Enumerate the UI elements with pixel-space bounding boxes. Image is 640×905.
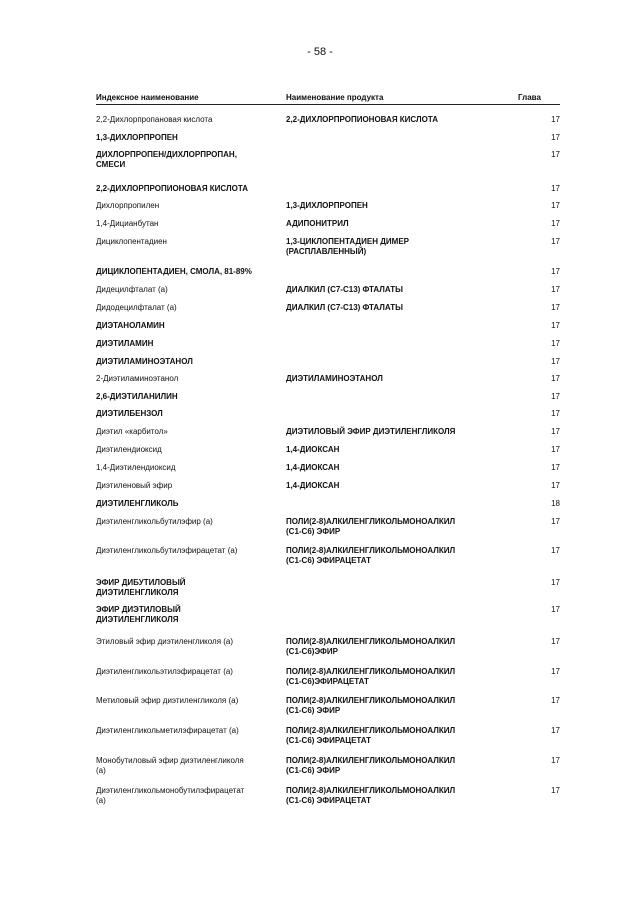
product-name-cell: ПОЛИ(2-8)АЛКИЛЕНГЛИКОЛЬМОНОАЛКИЛ (С1-С6) ЭФИРАЦЕТАТ [286,546,456,565]
table-row [96,374,560,392]
table-row [96,321,560,339]
chapter-cell: 17 [551,201,560,210]
table-row [96,481,560,499]
index-name-cell: 1,4-Дицианбутан [96,219,159,228]
table-row [96,726,560,756]
index-name-cell: ДИЭТИЛЕНГЛИКОЛЬ [96,499,179,508]
table-row [96,357,560,374]
page-number: - 58 - [307,46,333,58]
chapter-cell: 17 [551,339,560,348]
table-row [96,409,560,427]
product-name-cell: ДИАЛКИЛ (С7-С13) ФТАЛАТЫ [286,285,404,294]
index-name-cell: ДИЭТИЛАМИНОЭТАНОЛ [96,357,193,366]
index-name-cell: ДИЭТИЛАМИН [96,339,154,348]
index-name-cell: Метиловый эфир диэтиленгликоля (а) [96,696,239,705]
product-name-cell: ПОЛИ(2-8)АЛКИЛЕНГЛИКОЛЬМОНОАЛКИЛ (С1-С6) ЭФИРАЦЕТАТ [286,726,456,745]
chapter-cell: 17 [551,605,560,614]
table-row [96,637,560,667]
table-row [96,201,560,219]
index-name-cell: Диэтилендиоксид [96,445,162,454]
table-row [96,133,560,150]
index-name-cell: Диэтиленовый эфир [96,481,173,490]
table-row [96,696,560,726]
table-row [96,267,560,285]
table-row [96,578,560,605]
index-name-cell: 1,3-ДИХЛОРПРОПЕН [96,133,178,142]
table-row [96,392,560,409]
index-name-cell: Диэтиленгликольбутилэфирацетат (а) [96,546,238,555]
index-name-cell: Диэтиленгликольэтилэфирацетат (а) [96,667,233,676]
chapter-cell: 17 [551,150,560,159]
product-name-cell [286,578,518,605]
table-row [96,499,560,517]
table-row [96,756,560,786]
table-row [96,463,560,481]
product-name-cell: 1,4-ДИОКСАН [286,445,340,454]
header-index-name: Индексное наименование [96,93,199,102]
product-name-cell [286,605,518,637]
product-name-cell [286,409,518,427]
table-row [96,517,560,546]
chapter-cell: 17 [551,115,560,124]
product-name-cell: 1,3-ЦИКЛОПЕНТАДИЕН ДИМЕР (РАСПЛАВЛЕННЫЙ) [286,237,409,256]
product-name-cell [286,321,518,339]
table-row [96,546,560,578]
index-name-cell: Этиловый эфир диэтиленгликоля (а) [96,637,234,646]
table-row [96,150,560,184]
index-name-cell: ДИЭТИЛБЕНЗОЛ [96,409,163,418]
header-product-name: Наименование продукта [286,93,384,102]
chapter-cell: 17 [551,786,560,795]
index-name-cell: Диэтил «карбитол» [96,427,168,436]
product-name-cell: ДИЭТИЛАМИНОЭТАНОЛ [286,374,383,383]
table-row [96,237,560,267]
product-name-cell [286,392,518,409]
chapter-cell: 17 [551,546,560,555]
index-name-cell: Диэтиленгликольбутилэфир (а) [96,517,213,526]
table-row [96,115,560,133]
index-name-cell: Дициклопентадиен [96,237,167,246]
product-name-cell: ПОЛИ(2-8)АЛКИЛЕНГЛИКОЛЬМОНОАЛКИЛ (С1-С6) ЭФИР [286,696,456,715]
index-name-cell: ДИЭТАНОЛАМИН [96,321,165,330]
chapter-cell: 17 [551,392,560,401]
product-name-cell: ПОЛИ(2-8)АЛКИЛЕНГЛИКОЛЬМОНОАЛКИЛ (С1-С6) ЭФИРАЦЕТАТ [286,786,456,805]
chapter-cell: 18 [551,499,560,508]
index-name-cell: 2-Диэтиламиноэтанол [96,374,179,383]
table-row [96,445,560,463]
chapter-cell: 17 [551,184,560,193]
table-row [96,219,560,237]
index-name-cell: Диэтиленгликольметилэфирацетат (а) [96,726,239,735]
chapter-cell: 17 [551,517,560,526]
product-name-cell [286,184,518,201]
chapter-cell: 17 [551,357,560,366]
chapter-cell: 17 [551,303,560,312]
index-name-cell: ДИЦИКЛОПЕНТАДИЕН, СМОЛА, 81-89% [96,267,252,276]
table-row [96,427,560,445]
chapter-cell: 17 [551,696,560,705]
product-name-cell: ДИАЛКИЛ (С7-С13) ФТАЛАТЫ [286,303,404,312]
chapter-cell: 17 [551,321,560,330]
table-row [96,605,560,637]
chapter-cell: 17 [551,237,560,246]
product-name-cell: ДИЭТИЛОВЫЙ ЭФИР ДИЭТИЛЕНГЛИКОЛЯ [286,427,456,436]
chapter-cell: 17 [551,726,560,735]
product-name-cell [286,150,518,184]
index-name-cell: 2,2-ДИХЛОРПРОПИОНОВАЯ КИСЛОТА [96,184,249,193]
product-name-cell: ПОЛИ(2-8)АЛКИЛЕНГЛИКОЛЬМОНОАЛКИЛ (С1-С6) ЭФИР [286,756,456,775]
chapter-cell: 17 [551,637,560,646]
index-name-cell: Дидодецилфталат (а) [96,303,177,312]
product-name-cell [286,357,518,374]
chapter-cell: 17 [551,285,560,294]
table-row [96,303,560,321]
chapter-cell: 17 [551,133,560,142]
product-name-cell [286,339,518,357]
product-name-cell: 1,4-ДИОКСАН [286,463,340,472]
table-body [96,115,560,818]
index-name-cell: Дидецилфталат (а) [96,285,168,294]
product-name-cell [286,499,518,517]
chapter-cell: 17 [551,427,560,436]
product-name-cell: 1,4-ДИОКСАН [286,481,340,490]
table-row [96,339,560,357]
index-name-cell: ЭФИР ДИБУТИЛОВЫЙ ДИЭТИЛЕНГЛИКОЛЯ [96,578,186,597]
table-row [96,786,560,818]
product-name-cell: ПОЛИ(2-8)АЛКИЛЕНГЛИКОЛЬМОНОАЛКИЛ (С1-С6) ЭФИР [286,517,456,536]
product-name-cell: АДИПОНИТРИЛ [286,219,349,228]
chapter-cell: 17 [551,756,560,765]
index-name-cell: ЭФИР ДИЭТИЛОВЫЙ ДИЭТИЛЕНГЛИКОЛЯ [96,605,181,624]
table-row [96,285,560,303]
product-name-cell: ПОЛИ(2-8)АЛКИЛЕНГЛИКОЛЬМОНОАЛКИЛ (С1-С6)ЭФИР [286,637,456,656]
index-name-cell: 1,4-Диэтилендиоксид [96,463,176,472]
index-name-cell: 2,6-ДИЭТИЛАНИЛИН [96,392,178,401]
chapter-cell: 17 [551,578,560,587]
header-chapter: Глава [518,93,541,102]
chapter-cell: 17 [551,267,560,276]
index-name-cell: ДИХЛОРПРОПЕН/ДИХЛОРПРОПАН, СМЕСИ [96,150,237,169]
chapter-cell: 17 [551,667,560,676]
product-name-cell [286,133,518,150]
product-name-cell: 1,3-ДИХЛОРПРОПЕН [286,201,368,210]
chapter-cell: 17 [551,409,560,418]
table-header [96,91,560,105]
index-name-cell: Дихлорпропилен [96,201,160,210]
product-name-cell: ПОЛИ(2-8)АЛКИЛЕНГЛИКОЛЬМОНОАЛКИЛ (С1-С6)ЭФИРАЦЕТАТ [286,667,456,686]
index-name-cell: 2,2-Дихлорпропановая кислота [96,115,213,124]
index-table [96,91,560,818]
chapter-cell: 17 [551,481,560,490]
chapter-cell: 17 [551,219,560,228]
product-name-cell: 2,2-ДИХЛОРПРОПИОНОВАЯ КИСЛОТА [286,115,439,124]
index-name-cell: Монобутиловый эфир диэтиленгликоля (а) [96,756,244,775]
table-row [96,184,560,201]
table-row [96,667,560,696]
chapter-cell: 17 [551,463,560,472]
chapter-cell: 17 [551,374,560,383]
chapter-cell: 17 [551,445,560,454]
product-name-cell [286,267,518,285]
index-name-cell: Диэтиленгликольмонобутилэфирацетат (а) [96,786,245,805]
